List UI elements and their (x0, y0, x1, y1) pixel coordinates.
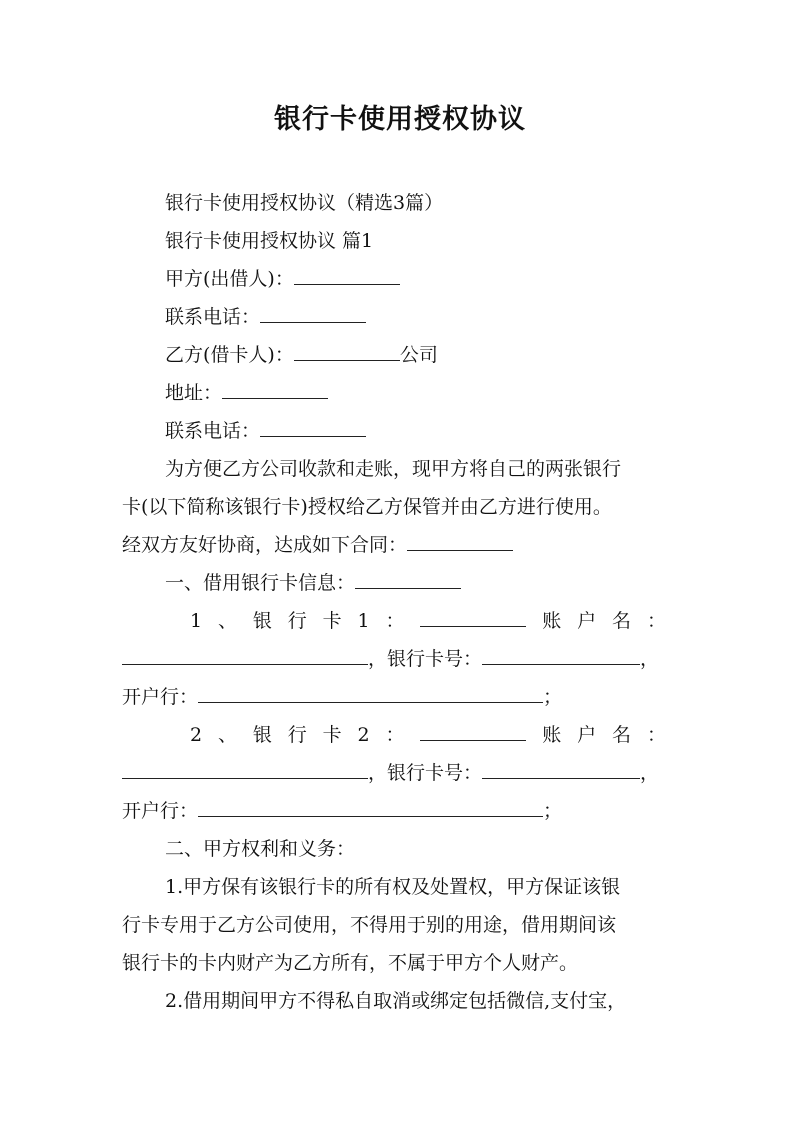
card1-comma: ， (640, 648, 660, 670)
card2-account-name-blank (122, 760, 368, 779)
card2-char: ： (385, 724, 405, 746)
card2-row (190, 722, 666, 748)
card2-number-blank (482, 760, 640, 779)
party-b-phone-row (165, 418, 366, 444)
document-subtitle: 银行卡使用授权协议（精选3篇） (165, 192, 444, 214)
account-name-char: ： (646, 724, 666, 746)
account-name-char: 账 (542, 610, 562, 632)
card2-bank-blank (198, 798, 543, 817)
card1-number-blank (482, 646, 640, 665)
account-name-char: 户 (577, 610, 597, 632)
section1-heading-blank (355, 570, 461, 589)
document-title: 银行卡使用授权协议 (274, 104, 526, 135)
card2-blank (420, 722, 526, 741)
card1-char: 、 (217, 610, 237, 632)
party-a-row (165, 266, 400, 292)
account-name-char: 户 (577, 724, 597, 746)
section2-p1-line2: 行卡专用于乙方公司使用，不得用于别的用途，借用期间该 (122, 914, 617, 936)
card2-char: 、 (217, 724, 237, 746)
card1-char: 行 (287, 610, 307, 632)
party-b-phone-blank (260, 418, 366, 437)
card1-char: ： (385, 610, 405, 632)
card2-char: 银 (252, 724, 272, 746)
card1-number-label: ，银行卡号： (368, 648, 483, 670)
card2-char: 行 (287, 724, 307, 746)
card2-number-row (122, 760, 659, 786)
card2-char: 2 (357, 724, 370, 746)
intro-blank (407, 532, 513, 551)
card1-blank (420, 608, 526, 627)
card2-char: 卡 (322, 724, 342, 746)
card1-bank-row (122, 684, 562, 710)
card1-char: 卡 (322, 610, 342, 632)
card1-account-name-blank (122, 646, 368, 665)
card2-bank-row (122, 798, 562, 824)
card1-char: 1 (357, 610, 370, 632)
card2-number-label: ，银行卡号： (368, 762, 483, 784)
card2-semicolon: ； (543, 800, 563, 822)
section2-p1-line1: 1.甲方保有该银行卡的所有权及处置权，甲方保证该银 (165, 876, 621, 898)
intro-line-1: 为方便乙方公司收款和走账，现甲方将自己的两张银行 (165, 458, 622, 480)
address-row (165, 380, 328, 406)
party-a-phone-row (165, 304, 366, 330)
card1-char: 1 (190, 610, 203, 632)
section2-p2-line1: 2.借用期间甲方不得私自取消或绑定包括微信,支付宝， (165, 990, 627, 1012)
account-name-char: 名 (612, 610, 632, 632)
party-b-phone-label: 联系电话： (165, 420, 261, 442)
card1-bank-blank (198, 684, 543, 703)
section2-p1-line3: 银行卡的卡内财产为乙方所有，不属于甲方个人财产。 (122, 952, 579, 974)
address-blank (222, 380, 328, 399)
intro-line-3-row (122, 532, 513, 558)
section1-heading-row (165, 570, 461, 596)
account-name-char: 名 (612, 724, 632, 746)
address-label: 地址： (165, 382, 223, 404)
part-heading: 银行卡使用授权协议 篇1 (165, 230, 374, 252)
section2-heading: 二、甲方权利和义务： (165, 838, 356, 860)
party-b-suffix: 公司 (399, 344, 438, 366)
card1-semicolon: ； (543, 686, 563, 708)
card2-bank-label: 开户行： (122, 800, 199, 822)
party-a-phone-blank (260, 304, 366, 323)
section1-heading: 一、借用银行卡信息： (165, 572, 356, 594)
intro-line-2: 卡(以下简称该银行卡)授权给乙方保管并由乙方进行使用。 (122, 496, 612, 518)
card1-row (190, 608, 666, 634)
account-name-char: ： (646, 610, 666, 632)
account-name-char: 账 (542, 724, 562, 746)
party-b-row (165, 342, 438, 368)
party-a-phone-label: 联系电话： (165, 306, 261, 328)
party-a-blank (294, 266, 400, 285)
card1-char: 银 (252, 610, 272, 632)
party-b-blank (294, 342, 400, 361)
intro-line-3: 经双方友好协商，达成如下合同： (122, 534, 408, 556)
card2-comma: ， (640, 762, 660, 784)
party-a-label: 甲方(出借人)： (165, 268, 294, 290)
card1-number-row (122, 646, 659, 672)
card1-bank-label: 开户行： (122, 686, 199, 708)
card2-char: 2 (190, 724, 203, 746)
party-b-label: 乙方(借卡人)： (165, 344, 294, 366)
